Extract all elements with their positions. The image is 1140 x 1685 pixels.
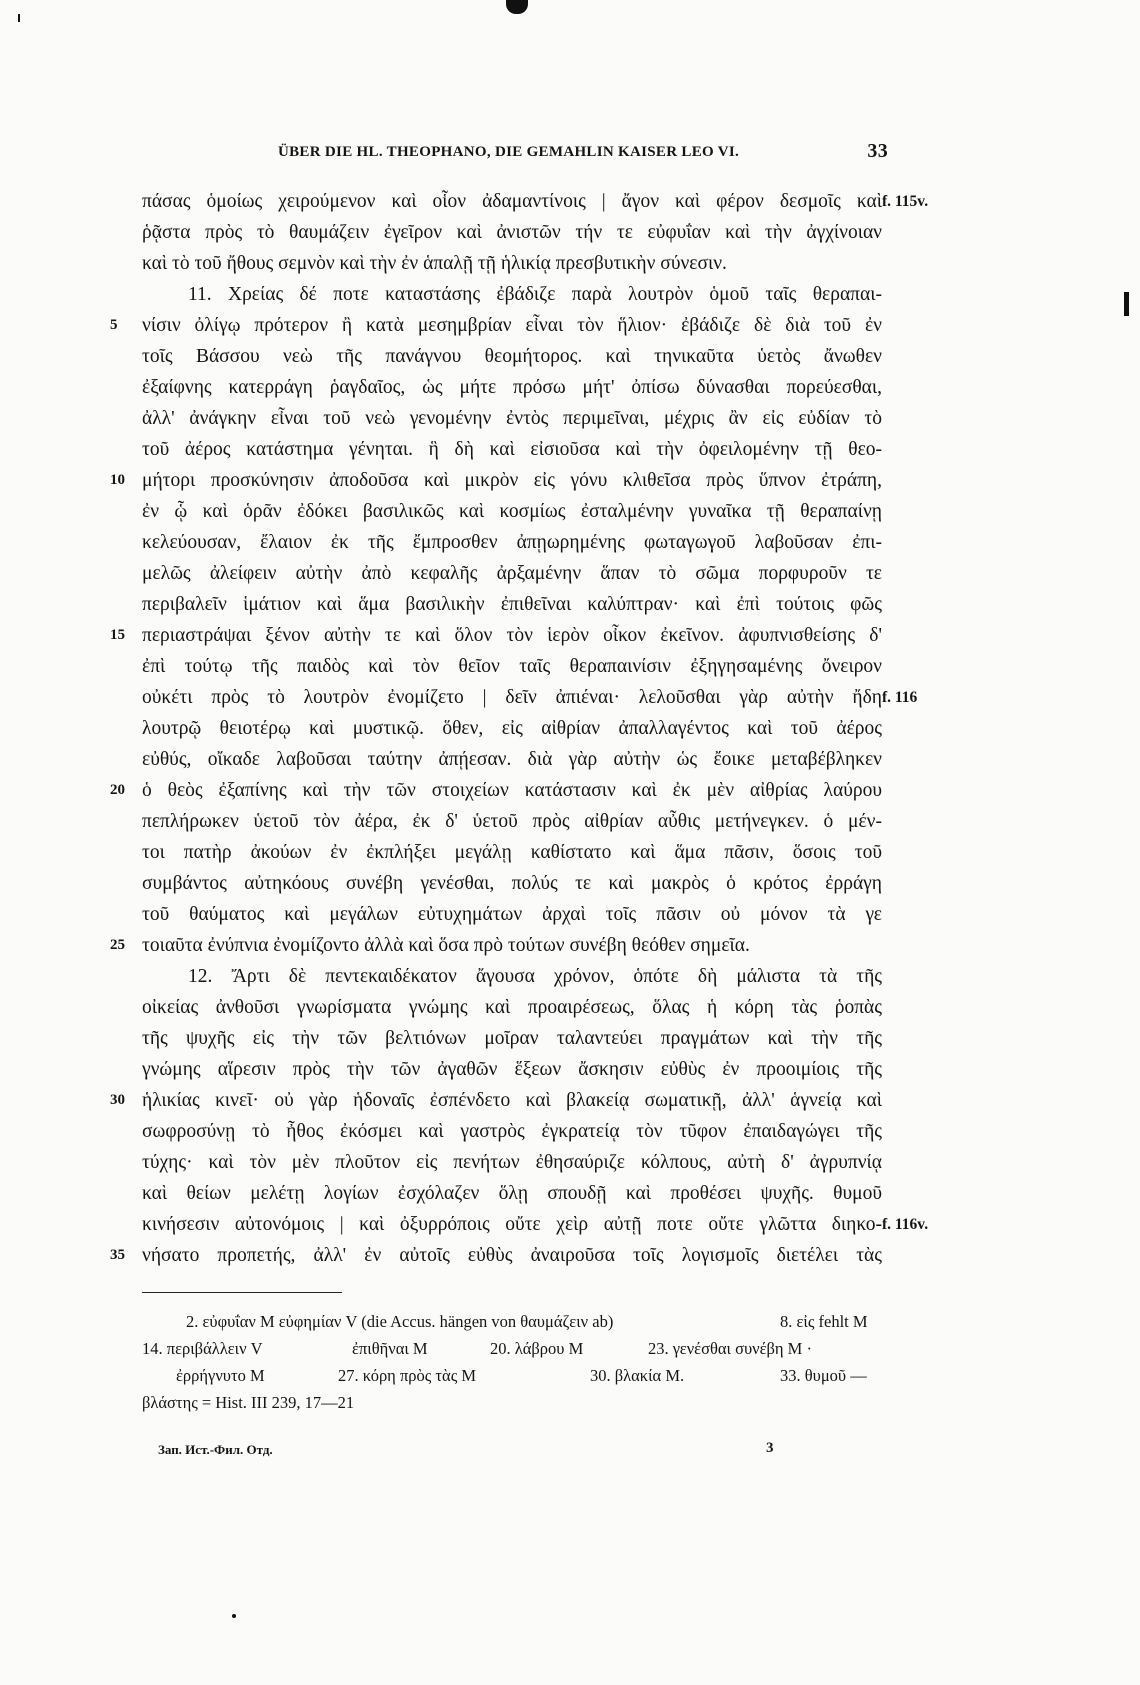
text-line: [0, 868, 1140, 899]
line-text: ὁ θεὸς ἐξαπίνης καὶ τὴν τῶν στοιχείων κατάστασιν καὶ ἐκ μὲν αἰθρίας λαύρου: [142, 780, 882, 801]
line-text: τοιαῦτα ἐνύπνια ἐνομίζοντο ἀλλὰ καὶ ὅσα πρὸ τούτων συνέβη θεόθεν σημεῖα.: [142, 935, 750, 956]
footnote: 23. γενέσθαι συνέβη M ·: [648, 1339, 812, 1358]
line-text: σωφροσύνῃ τὸ ἦθος ἐκόσμει καὶ γαστρὸς ἐγκρατείᾳ τὸν τῦφον ἐπαιδαγώγει τῆς: [142, 1121, 882, 1142]
line-text: εὐθύς, οἴκαδε λαβοῦσαι ταύτην ἀπῄεσαν. διὰ γὰρ αὐτὴν ὡς ἔοικε μεταβέβληκεν: [142, 749, 882, 770]
text-line: [0, 1023, 1140, 1054]
line-text: ἀλλ' ἀνάγκην εἶναι τοῦ νεὼ γενομένην ἐντὸς περιμεῖναι, μέχρις ἂν εἰς εὐδίαν τὸ: [142, 408, 882, 429]
text-line: [0, 1116, 1140, 1147]
line-text: οἰκείας ἀνθοῦσι γνωρίσματα γνώμης καὶ προαιρέσεως, ὅλας ἡ κόρη τὰς ῥοπὰς: [142, 997, 882, 1018]
footnote: 14. περιβάλλειν V: [142, 1339, 263, 1358]
line-number: 30: [110, 1092, 125, 1108]
text-line: [0, 899, 1140, 930]
line-number: 35: [110, 1247, 125, 1263]
line-text: γνώμης αἵρεσιν πρὸς τὴν τῶν ἀγαθῶν ἕξεων ἄσκησιν εὐθὺς ἐν προοιμίοις τῆς: [142, 1059, 882, 1080]
text-line: [0, 744, 1140, 775]
scan-mark-top: [506, 0, 528, 14]
margin-note: f. 116: [882, 689, 918, 706]
text-line: [0, 837, 1140, 868]
footnote: ἐπιθῆναι M: [352, 1339, 428, 1358]
sheet-signature: Зап. Ист.-Фил. Отд.: [158, 1442, 273, 1457]
text-line: [0, 217, 1140, 248]
text-line: [0, 1240, 1140, 1271]
footnote: 33. θυμοῦ —: [780, 1366, 867, 1385]
text-line: [0, 1209, 1140, 1240]
line-text: 12. Ἄρτι δὲ πεντεκαιδέκατον ἄγουσα χρόνον, ὁπότε δὴ μάλιστα τὰ τῆς: [188, 966, 882, 987]
text-line: [0, 1178, 1140, 1209]
line-text: συμβάντος αὐτηκόους συνέβη γενέσθαι, πολύς τε καὶ μακρὸς ὁ κρότος ἐρράγη: [142, 873, 882, 894]
scan-mark-left: [18, 14, 20, 22]
footnote: ἐρρήγνυτο M: [176, 1366, 265, 1385]
line-text: ἐπὶ τούτῳ τῆς παιδὸς καὶ τὸν θεῖον ταῖς θεραπαινίσιν ἐξηγησαμένης ὄνειρον: [142, 656, 882, 677]
line-text: λουτρῷ θειοτέρῳ καὶ μυστικῷ. ὅθεν, εἰς αἰθρίαν ἀπαλλαγέντος καὶ τοῦ ἀέρος: [142, 718, 882, 739]
line-text: νήσατο προπετής, ἀλλ' ἐν αὐτοῖς εὐθὺς ἀναιροῦσα τοῖς λογισμοῖς διετέλει τὰς: [142, 1245, 882, 1266]
footnote-line: [0, 1308, 1140, 1335]
line-number: 15: [110, 627, 125, 643]
sheet-signature-line: [158, 1442, 778, 1462]
footnote-line: [0, 1335, 1140, 1362]
text-line: [0, 620, 1140, 651]
text-line: [0, 403, 1140, 434]
line-number: 10: [110, 472, 125, 488]
line-text: κινήσεσιν αὐτονόμοις | καὶ ὀξυρρόποις οὔτε χεὶρ αὐτῇ ποτε οὔτε γλῶττα διηκο-: [142, 1214, 882, 1235]
text-line: [0, 465, 1140, 496]
line-text: καὶ θείων μελέτῃ λογίων ἐσχόλαζεν ὅλῃ σπουδῇ καὶ προθέσει ψυχῆς. θυμοῦ: [142, 1183, 882, 1204]
text-line: [0, 992, 1140, 1023]
margin-note: f. 116v.: [882, 1216, 929, 1233]
text-line: [0, 186, 1140, 217]
text-line: [0, 372, 1140, 403]
text-line: [0, 589, 1140, 620]
footnote-rule: [142, 1292, 342, 1293]
footnote-line: [0, 1389, 1140, 1416]
line-text: ἡλικίας κινεῖ· οὐ γὰρ ἡδοναῖς ἐσπένδετο καὶ βλακείᾳ σωματικῇ, ἀλλ' ἁγνείᾳ καὶ: [142, 1090, 882, 1111]
line-text: οὐκέτι πρὸς τὸ λουτρὸν ἐνομίζετο | δεῖν ἀπιέναι· λελοῦσθαι γὰρ αὐτὴν ἤδη: [142, 687, 882, 708]
footnote-line: [0, 1362, 1140, 1389]
line-text: ἐξαίφνης κατερράγη ῥαγδαῖος, ὡς μήτε πρόσω μήτ' ὀπίσω δύνασθαι πορεύεσθαι,: [142, 377, 882, 398]
text-line: [0, 248, 1140, 279]
line-number: 20: [110, 782, 125, 798]
running-header: [278, 140, 888, 164]
page-number: 33: [867, 140, 888, 162]
text-line: [0, 341, 1140, 372]
footnote: 2. εὐφυΐαν M εὐφημίαν V (die Accus. hängen von θαυμάζειν ab): [186, 1312, 614, 1331]
line-text: τῆς ψυχῆς εἰς τὴν τῶν βελτιόνων μοῖραν ταλαντεύει πραγμάτων καὶ τὴν τῆς: [142, 1028, 882, 1049]
line-text: περιβαλεῖν ἱμάτιον καὶ ἅμα βασιλικὴν ἐπιθεῖναι καλύπτραν· καὶ ἐπὶ τούτοις φῶς: [142, 594, 882, 615]
sheet-number: 3: [766, 1440, 774, 1456]
footnote: 27. κόρη πρὸς τὰς M: [338, 1366, 477, 1385]
line-text: 11. Χρείας δέ ποτε καταστάσης ἐβάδιζε παρὰ λουτρὸν ὁμοῦ ταῖς θεραπαι-: [188, 284, 882, 305]
text-line: [0, 1054, 1140, 1085]
text-line: [0, 651, 1140, 682]
text-line: [0, 961, 1140, 992]
footnote: 20. λάβρου M: [490, 1339, 584, 1358]
line-text: ἐν ᾧ καὶ ὁρᾶν ἐδόκει βασιλικῶς καὶ κοσμίως ἐσταλμένην γυναῖκα τῇ θεραπαίνῃ: [142, 501, 882, 522]
text-line: [0, 682, 1140, 713]
text-line: [0, 1147, 1140, 1178]
text-line: [0, 527, 1140, 558]
line-number: 25: [110, 937, 125, 953]
line-text: τοῦ θαύματος καὶ μεγάλων εὐτυχημάτων ἀρχαὶ τοῖς πᾶσιν οὐ μόνον τὰ γε: [142, 904, 882, 925]
line-text: νίσιν ὀλίγῳ πρότερον ἢ κατὰ μεσημβρίαν εἶναι τὸν ἥλιον· ἐβάδιζε δὲ διὰ τοῦ ἐν: [142, 315, 882, 336]
line-number: 5: [110, 317, 118, 333]
line-text: τοῦ ἀέρος κατάστημα γένηται. ἣ δὴ καὶ εἰσιοῦσα καὶ τὴν ὀφειλομένην τῇ θεο-: [142, 439, 882, 460]
line-text: μελῶς ἀλείφειν αὐτὴν ἀπὸ κεφαλῆς ἀρξαμένην ἅπαν τὸ σῶμα πορφυροῦν τε: [142, 563, 882, 584]
text-line: [0, 930, 1140, 961]
line-text: πάσας ὁμοίως χειρούμενον καὶ οἷον ἀδαμαντίνοις | ἄγον καὶ φέρον δεσμοῖς καὶ: [142, 191, 882, 212]
text-line: [0, 1085, 1140, 1116]
text-line: [0, 558, 1140, 589]
text-line: [0, 806, 1140, 837]
footnote: 8. εἰς fehlt M: [780, 1312, 868, 1331]
text-line: [0, 496, 1140, 527]
footnotes: [0, 1308, 1140, 1416]
line-text: τύχης· καὶ τὸν μὲν πλοῦτον εἰς πενήτων ἐθησαύριζε κόλπους, αὐτὴ δ' ἀγρυπνίᾳ: [142, 1152, 882, 1173]
scan-speck: [232, 1614, 236, 1618]
line-text: πεπλήρωκεν ὑετοῦ τὸν ἀέρα, ἐκ δ' ὑετοῦ πρὸς αἰθρίαν αὖθις μετήνεγκεν. ὁ μέν-: [142, 811, 882, 832]
line-text: τοι πατὴρ ἀκούων ἐν ἐκπλήξει μεγάλῃ καθίστατο καὶ ἅμα πᾶσιν, ὅσοις τοῦ: [142, 842, 882, 863]
footnote: βλάστης = Hist. III 239, 17—21: [142, 1393, 355, 1412]
line-text: περιαστράψαι ξένον αὐτὴν τε καὶ ὅλον τὸν ἱερὸν οἶκον ἐκεῖνον. ἀφυπνισθείσης δ': [142, 625, 882, 646]
line-text: καὶ τὸ τοῦ ἤθους σεμνὸν καὶ τὴν ἐν ἁπαλῇ τῇ ἡλικίᾳ πρεσβυτικὴν σύνεσιν.: [142, 253, 727, 274]
running-title: ÜBER DIE HL. THEOPHANO, DIE GEMAHLIN KAISER LEO VI.: [278, 144, 740, 160]
margin-note: f. 115v.: [882, 193, 929, 210]
text-line: [0, 310, 1140, 341]
line-text: μήτορι προσκύνησιν ἀποδοῦσα καὶ μικρὸν εἰς γόνυ κλιθεῖσα πρὸς ὕπνον ἐτράπη,: [142, 470, 882, 491]
text-line: [0, 434, 1140, 465]
text-line: [0, 713, 1140, 744]
text-line: [0, 279, 1140, 310]
line-text: ῥᾷστα πρὸς τὸ θαυμάζειν ἐγεῖρον καὶ ἀνιστῶν τήν τε εὐφυΐαν καὶ τὴν ἀγχίνοιαν: [142, 222, 882, 243]
text-line: [0, 775, 1140, 806]
line-text: τοῖς Βάσσου νεὼ τῆς πανάγνου θεομήτορος. καὶ τηνικαῦτα ὑετὸς ἄνωθεν: [142, 346, 882, 367]
footnote: 30. βλακία M.: [590, 1366, 685, 1385]
main-text: [0, 186, 1140, 1271]
line-text: κελεύουσαν, ἔλαιον ἐκ τῆς ἔμπροσθεν ἀπῃωρημένης φωταγωγοῦ λαβοῦσαν ἐπι-: [142, 532, 882, 553]
